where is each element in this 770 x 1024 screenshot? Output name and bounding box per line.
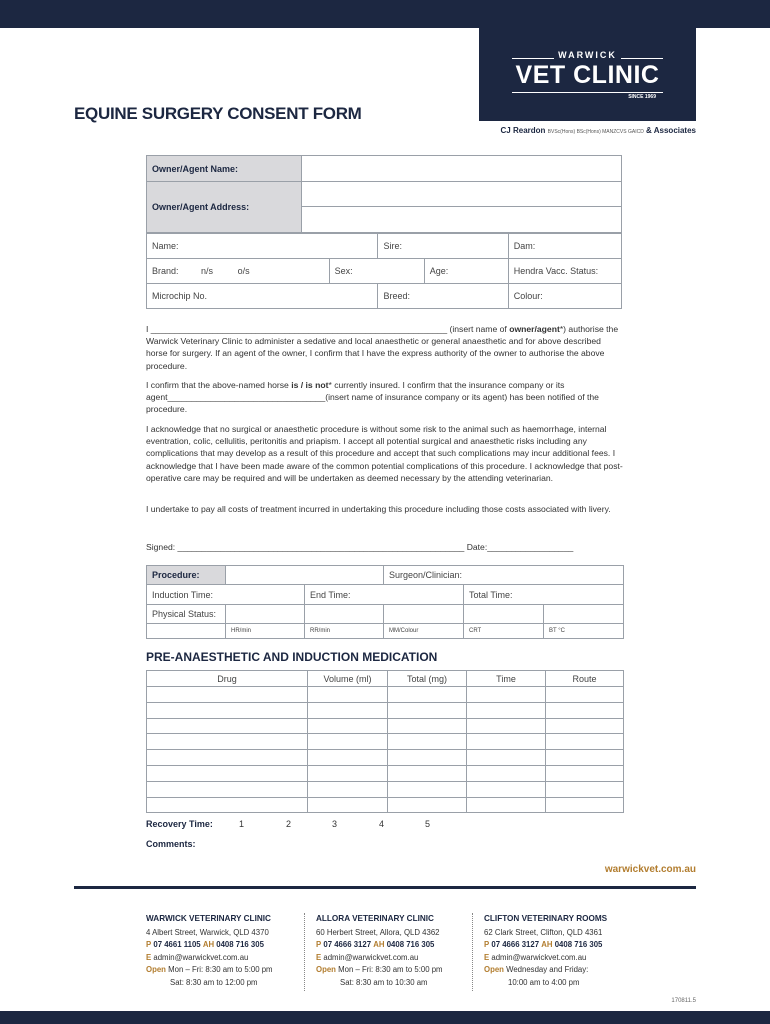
table-row [147, 765, 624, 781]
surgeon-field[interactable]: Surgeon/Clinician: [384, 566, 624, 585]
clinic-clifton: CLIFTON VETERINARY ROOMS 62 Clark Street, Clifton, QLD 4361 P 07 4666 3127 AH 0408 716 305 E admin@warwickvet.com.au Open Wednesday and Friday: 10:00 am to 4:00 pm [484, 914, 608, 987]
breed-field[interactable]: Breed: [378, 284, 508, 309]
page-title: EQUINE SURGERY CONSENT FORM [74, 104, 362, 123]
dam-field[interactable]: Dam: [508, 234, 621, 259]
end-time-field[interactable]: End Time: [305, 585, 464, 605]
physical-status-cell[interactable] [384, 605, 464, 624]
physical-status-label: Physical Status: [147, 605, 226, 624]
column-header-total: Total (mg) [388, 671, 467, 687]
sire-field[interactable]: Sire: [378, 234, 508, 259]
vital-hr[interactable]: HR/min [226, 624, 305, 639]
vitals-blank [147, 624, 226, 639]
vital-bt[interactable]: BT °C [544, 624, 624, 639]
procedure-label: Procedure: [147, 566, 226, 585]
website-link[interactable]: warwickvet.com.au [604, 864, 696, 875]
top-bar [0, 0, 770, 28]
medication-heading: PRE-ANAESTHETIC AND INDUCTION MEDICATION [146, 650, 438, 664]
microchip-field[interactable]: Microchip No. [147, 284, 378, 309]
logo-top-text: WARWICK [558, 50, 617, 60]
owner-address-label: Owner/Agent Address: [147, 182, 302, 233]
horse-table [146, 233, 622, 309]
footer-separator [304, 913, 305, 991]
table-row [147, 781, 624, 797]
recovery-option-1[interactable]: 1 [239, 819, 245, 829]
footer-divider [74, 886, 696, 889]
owner-table [146, 155, 622, 233]
sex-field[interactable]: Sex: [329, 259, 424, 284]
physical-status-cell[interactable] [226, 605, 305, 624]
procedure-table [146, 565, 624, 639]
procedure-field[interactable] [226, 566, 384, 585]
owner-address-field-2[interactable] [302, 207, 622, 233]
clinic-logo [479, 28, 696, 121]
consent-paragraph-1: I ______________________________________________________________ (insert name of owner/agent*) authorise the Warwick Veterinary Clinic to administer a sedative and local anaesthetic or general anaesthetic and for above described horse for surgery. If an agent of the owner, I confirm that I have the express authority of the owner to authorise the above procedure. [146, 324, 619, 371]
owner-address-field-1[interactable] [302, 182, 622, 207]
hendra-field[interactable]: Hendra Vacc. Status: [508, 259, 621, 284]
physical-status-cell[interactable] [464, 605, 544, 624]
form-code: 170811.5 [671, 998, 696, 1004]
recovery-time-row [146, 819, 446, 831]
vital-mm[interactable]: MM/Colour [384, 624, 464, 639]
table-row [147, 750, 624, 766]
induction-time-field[interactable]: Induction Time: [147, 585, 305, 605]
table-row [147, 687, 624, 703]
medication-table [146, 670, 624, 813]
owner-name-label: Owner/Agent Name: [147, 156, 302, 182]
practitioner-credit: CJ Reardon BVSc(Hons) BSc(Hons) MANZCVS GAICD & Associates [500, 126, 696, 135]
recovery-option-2[interactable]: 2 [286, 819, 292, 829]
age-field[interactable]: Age: [424, 259, 508, 284]
vital-crt[interactable]: CRT [464, 624, 544, 639]
signature-line[interactable]: Signed: ____________________________________________________________ Date:__________________ [146, 542, 574, 552]
column-header-route: Route [546, 671, 624, 687]
clinic-warwick: WARWICK VETERINARY CLINIC 4 Albert Street, Warwick, QLD 4370 P 07 4661 1105 AH 0408 716 305 E admin@warwickvet.com.au Open Mon – Fri: 8:30 am to 5:00 pm Sat: 8:30 am to 12:00 pm [146, 914, 273, 987]
table-row [147, 718, 624, 734]
clinic-allora: ALLORA VETERINARY CLINIC 60 Herbert Street, Allora, QLD 4362 P 07 4666 3127 AH 0408 716 305 E admin@warwickvet.com.au Open Mon – Fri: 8:30 am to 5:00 pm Sat: 8:30 am to 10:30 am [316, 914, 443, 987]
total-time-field[interactable]: Total Time: [464, 585, 624, 605]
vital-rr[interactable]: RR/min [305, 624, 384, 639]
recovery-time-label: Recovery Time: [146, 819, 213, 829]
table-row [147, 797, 624, 813]
footer-separator [472, 913, 473, 991]
table-row [147, 734, 624, 750]
column-header-drug: Drug [147, 671, 308, 687]
horse-name-field[interactable]: Name: [147, 234, 378, 259]
table-row [147, 702, 624, 718]
column-header-time: Time [467, 671, 546, 687]
brand-field[interactable]: Brand: n/s o/s [147, 259, 330, 284]
bottom-bar [0, 1011, 770, 1024]
column-header-volume: Volume (ml) [308, 671, 388, 687]
physical-status-cell[interactable] [544, 605, 624, 624]
logo-since-text: SINCE 1969 [628, 94, 656, 100]
insurance-paragraph: I confirm that the above-named horse is / is not* currently insured. I confirm that the insurance company or its agent_________________________________(insert name of insurance company or its agent) has been notified of the procedure. [146, 380, 599, 415]
comments-label: Comments: [146, 839, 196, 849]
colour-field[interactable]: Colour: [508, 284, 621, 309]
owner-name-field[interactable] [302, 156, 622, 182]
recovery-option-5[interactable]: 5 [425, 819, 431, 829]
costs-paragraph: I undertake to pay all costs of treatment incurred in undertaking this procedure including those costs associated with livery. [146, 504, 611, 514]
logo-main-text: VET CLINIC [515, 61, 660, 89]
recovery-option-4[interactable]: 4 [379, 819, 385, 829]
physical-status-cell[interactable] [305, 605, 384, 624]
recovery-option-3[interactable]: 3 [332, 819, 338, 829]
risk-paragraph: I acknowledge that no surgical or anaesthetic procedure is without some risk to the animal such as haemorrhage, internal eventration, colic, cellulitis, peritonitis and priapism. I accept all potential surgical and anaesthetic risks including any complications that may develop as a result of this procedure and accept that such complications may incur additional fees. I acknowledge that I have been made aware of the common potential complications of this procedure. I acknowledge that post-operative care may be required and will be undertaken as deemed necessary by the attending veterinarian. [146, 424, 623, 483]
